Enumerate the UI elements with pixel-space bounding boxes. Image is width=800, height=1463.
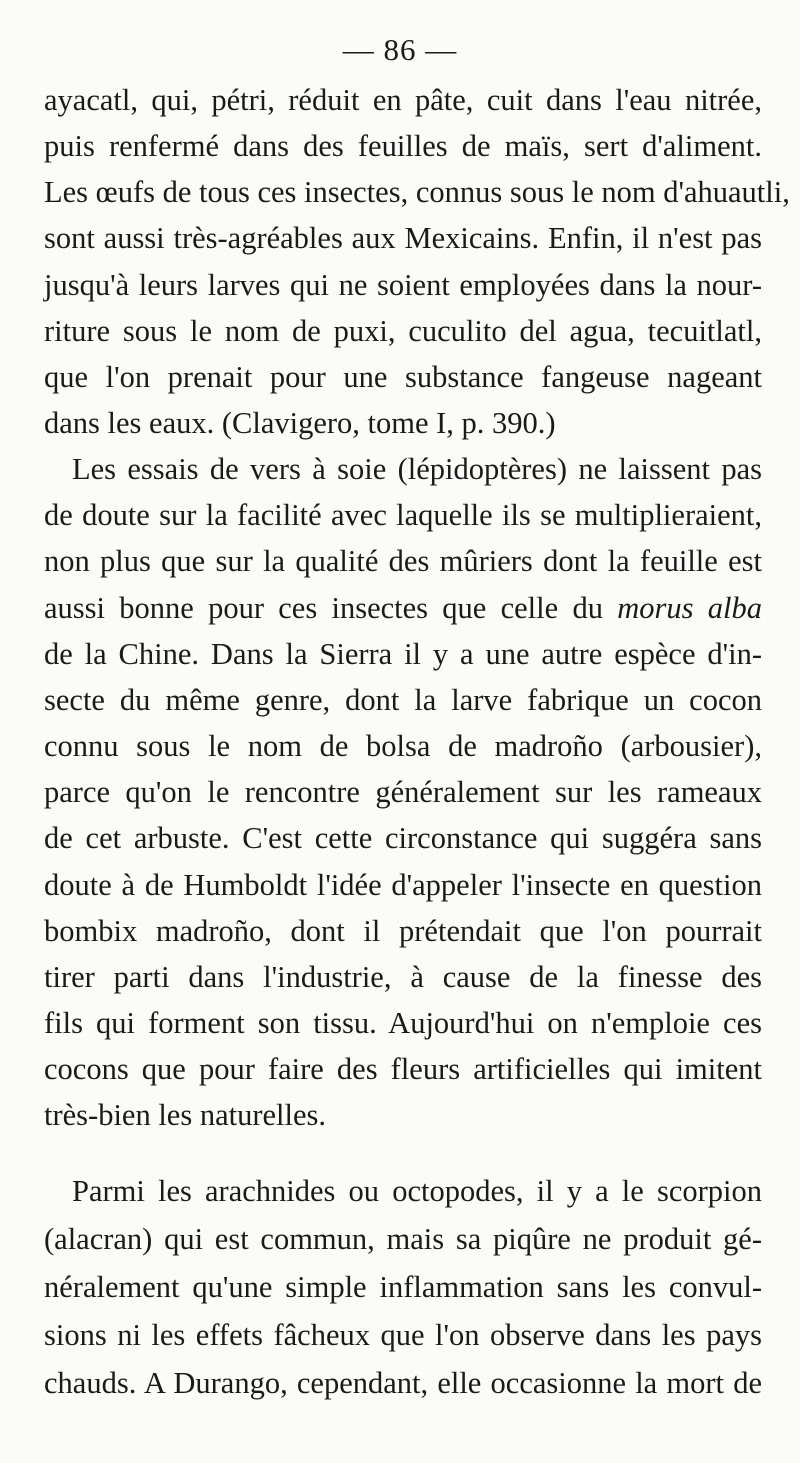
- text-line-12-roman: aussi bonne pour ces insectes que celle du: [44, 591, 603, 625]
- text-line-28: chauds. A Durango, cependant, elle occasionne la mort de: [44, 1366, 762, 1400]
- text-line-2: puis renfermé dans des feuilles de maïs, sert d'aliment.: [44, 129, 762, 163]
- text-line-26: néralement qu'une simple inflammation sans les convul-: [44, 1270, 762, 1304]
- text-line-5: jusqu'à leurs larves qui ne soient employées dans la nour-: [44, 268, 762, 302]
- text-line-13: de la Chine. Dans la Sierra il y a une autre espèce d'in-: [44, 637, 762, 671]
- text-line-19: bombix madroño, dont il prétendait que l'on pourrait: [44, 914, 762, 948]
- text-line-1: ayacatl, qui, pétri, réduit en pâte, cuit dans l'eau nitrée,: [44, 83, 762, 117]
- text-line-7: que l'on prenait pour une substance fangeuse nageant: [44, 360, 762, 394]
- text-line-18: doute à de Humboldt l'idée d'appeler l'insecte en question: [44, 868, 762, 902]
- text-line-15: connu sous le nom de bolsa de madroño (arbousier),: [44, 729, 762, 763]
- text-line-24: Parmi les arachnides ou octopodes, il y a le scorpion: [72, 1174, 762, 1208]
- text-line-3: Les œufs de tous ces insectes, connus sous le nom d'ahuautli,: [44, 175, 790, 209]
- text-line-21: fils qui forment son tissu. Aujourd'hui on n'emploie ces: [44, 1006, 762, 1040]
- text-line-25: (alacran) qui est commun, mais sa piqûre ne produit gé-: [44, 1222, 762, 1256]
- text-line-12-italic: morus alba: [617, 591, 762, 625]
- text-line-10: de doute sur la facilité avec laquelle ils se multiplieraient,: [44, 498, 762, 532]
- page-number: — 86 —: [342, 32, 458, 67]
- text-line-6: riture sous le nom de puxi, cuculito del agua, tecuitlatl,: [44, 314, 762, 348]
- text-line-16: parce qu'on le rencontre généralement sur les rameaux: [44, 775, 762, 809]
- text-line-23: très-bien les naturelles.: [44, 1098, 327, 1132]
- text-line-17: de cet arbuste. C'est cette circonstance qui suggéra sans: [44, 821, 762, 855]
- text-line-8: dans les eaux. (Clavigero, tome I, p. 390.): [44, 406, 556, 440]
- text-line-11: non plus que sur la qualité des mûriers dont la feuille est: [44, 544, 762, 578]
- text-line-14: secte du même genre, dont la larve fabrique un cocon: [44, 683, 762, 717]
- text-line-4: sont aussi très-agréables aux Mexicains. Enfin, il n'est pas: [44, 221, 762, 255]
- text-line-27: sions ni les effets fâcheux que l'on observe dans les pays: [44, 1318, 762, 1352]
- text-line-12: [44, 585, 762, 631]
- text-line-9: Les essais de vers à soie (lépidoptères) ne laissent pas: [72, 452, 762, 486]
- text-line-20: tirer parti dans l'industrie, à cause de la finesse des: [44, 960, 762, 994]
- text-line-22: cocons que pour faire des fleurs artificielles qui imitent: [44, 1052, 762, 1086]
